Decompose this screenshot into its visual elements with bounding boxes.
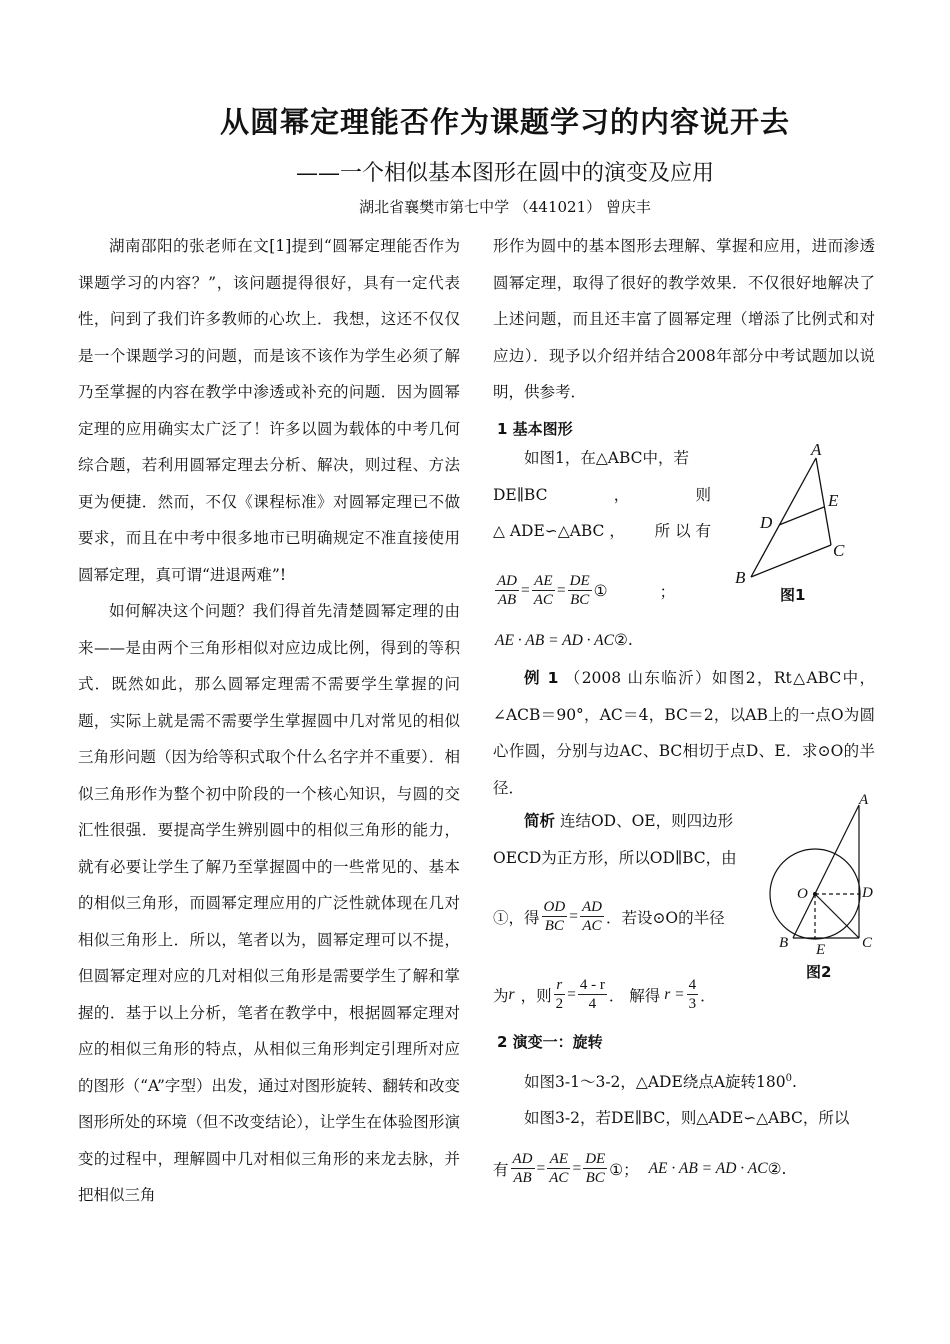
frac-den: AB — [513, 1170, 532, 1186]
fig1-line-bc — [751, 545, 831, 577]
fig2-caption: 图2 — [806, 963, 832, 981]
frac-den: BC — [585, 1170, 605, 1186]
fig1-text-similar: △ ADE∽△ABC ， — [493, 522, 625, 540]
example-1-label: 例 1 — [524, 669, 559, 687]
analysis-text-4d: ． — [700, 986, 716, 1005]
frac-den: AC — [582, 918, 602, 934]
analysis-line2: OECD为正方形，所以OD∥BC，由 — [493, 848, 737, 867]
rotation-line1 — [493, 1061, 875, 1101]
fig1-line-de — [779, 507, 824, 525]
frac-ad-ac — [580, 898, 604, 935]
frac-num: OD — [543, 899, 566, 915]
frac-ae-ac — [532, 572, 555, 609]
fig2-line-oc — [815, 894, 859, 938]
eq2-number: ②. — [613, 631, 633, 649]
frac-num: AE — [547, 1150, 570, 1169]
analysis-text-3a: ①，得 — [493, 908, 540, 927]
fig1-statement — [493, 440, 711, 550]
rotation-text-3d: ②. — [767, 1159, 787, 1178]
frac-num: AD — [497, 573, 517, 589]
example-1-text: （2008 山东临沂）如图2，Rt△ABC中，∠ACB＝90°，AC＝4，BC＝2，以AB上的一点O为圆心作圆，分别与边AC、BC相切于点D、E．求⊙O的半径． — [493, 669, 875, 797]
rotation-text-3c: AE · AB = AD · AC — [648, 1159, 768, 1177]
rotation-text-3b: ①； — [609, 1160, 639, 1179]
paragraph-analysis: 如何解决这个问题？我们得首先清楚圆幂定理的由来——是由两个三角形相似对应边成比例，得到的等积式．既然如此，那么圆幂定理需不需要学生掌握的问题，实际上就是需不需要学生掌握圆中几对常见的相似三角形问题（因为给等积式取个什么名字并不重要）．相似三角形作为整个初中阶段的一个核心知识，与圆的交汇性很强．要提高学生辨别圆中的相似三角形的能力，就有必要让学生了解乃至掌握圆中的一些常见的、基本的相似三角形，而圆幂定理应用的广泛性就体现在几对相似三角形上．所以，笔者以为，圆幂定理可以不提，但圆幂定理对应的几对相似三角形是需要学生了解和掌握的．基于以上分析，笔者在教学中，根据圆幂定理对应的相似三角形的特点，从相似三角形判定引理所对应的图形（“A”字型）出发，通过对图形旋转、翻转和改变图形所处的环境（但不改变结论），让学生在体验图形演变的过程中，理解圆中几对相似三角形的来龙去脉，并把相似三角 — [78, 602, 460, 1204]
fig1-label-a: A — [811, 440, 822, 459]
fig1-text-comma: ， — [613, 485, 630, 504]
frac-den: 2 — [555, 996, 564, 1012]
analysis-label: 简析 — [524, 812, 556, 830]
analysis-line4: 为 r ，则 $\frac{r}{2}$ = $\frac{4 - r}{4}$ ． 解得 r = $\frac{4}{3}$ ． — [493, 977, 716, 1012]
frac-num: DE — [569, 573, 590, 589]
figure-2 — [765, 790, 885, 960]
analysis-text-1: 连结OD、OE，则四边形 — [559, 812, 734, 830]
fig1-text-line3 — [493, 513, 711, 550]
analysis-text-3b: ．若设⊙O的半径 — [605, 908, 725, 927]
fig1-label-b: B — [735, 568, 746, 587]
rotation-line3: 有 $\frac{AD}{AB}$ = $\frac{AE}{AC}$ = $\frac{DE}{BC}$ ①； AE · AB = AD · AC ②. — [493, 1151, 787, 1186]
fig2-label-e: E — [816, 942, 826, 958]
frac-den: 4 — [588, 996, 597, 1012]
rotation-text-1-end: . — [791, 1072, 797, 1091]
fig2-line-ab — [793, 805, 859, 938]
analysis-text-4b: ，则 — [520, 986, 552, 1005]
example-1-paragraph — [493, 660, 875, 806]
frac-num: AE — [532, 572, 555, 591]
page-subtitle — [0, 156, 950, 187]
subtitle-text: ——一个相似基本图形在圆中的演变及应用 — [295, 161, 714, 186]
frac-de-bc — [568, 572, 592, 609]
frac-den: AC — [533, 592, 553, 608]
fig2-label-o: O — [797, 886, 808, 902]
author-text: 湖北省襄樊市第七中学 （441021） 曾庆丰 — [359, 198, 651, 216]
fig2-label-a: A — [859, 792, 869, 808]
frac-num: DE — [585, 1151, 606, 1167]
fig2-center-point — [813, 892, 817, 896]
analysis-text-4c: ． 解得 — [608, 986, 661, 1005]
fig1-text-line1: 如图1，在△ABC中，若 — [524, 449, 690, 467]
var-r-eq: r = — [664, 985, 685, 1003]
section-2 — [493, 1024, 875, 1137]
rotation-line2: 如图3-2，若DE∥BC，则△ADE∽△ABC，所以 — [524, 1109, 850, 1128]
fig1-label-e: E — [828, 491, 839, 510]
equation-1: $\frac{AD}{AB}$ = $\frac{AE}{AC}$ = $\frac{DE}{BC}$ ① ； — [497, 573, 676, 608]
frac-den: AB — [497, 592, 517, 608]
frac-od-bc — [542, 898, 568, 935]
var-r: r — [508, 985, 515, 1003]
frac-num: AD — [512, 1151, 533, 1167]
fig2-label-d: D — [862, 885, 873, 901]
frac-den: BC — [570, 592, 590, 608]
degree-sup: 0 — [785, 1072, 792, 1084]
frac-ad-ab-2 — [511, 1150, 535, 1187]
fig1-text-then: 则 — [695, 485, 711, 504]
frac-num: AD — [581, 899, 602, 915]
author-line — [0, 196, 950, 217]
fig2-label-b: B — [779, 935, 789, 951]
frac-num: r — [554, 976, 566, 995]
analysis-block — [493, 803, 755, 876]
frac-den: 3 — [688, 996, 697, 1012]
fig2-label-c: C — [862, 935, 873, 951]
frac-den: AC — [549, 1170, 569, 1186]
section-heading-2 — [493, 1024, 875, 1061]
eq1-semicolon: ； — [659, 582, 676, 601]
frac-ad-ab — [495, 572, 519, 609]
frac-4mr-4 — [578, 976, 607, 1013]
eq1-number: ① — [593, 581, 608, 600]
fig1-caption: 图1 — [780, 586, 806, 604]
analysis-line3: ①，得 $\frac{OD}{BC}$ = $\frac{AD}{AC}$ ．若设⊙O的半径 — [493, 899, 725, 934]
fig1-text-de-bc: DE∥BC — [493, 485, 548, 504]
figure-1 — [725, 436, 865, 591]
fig1-label-c: C — [833, 541, 845, 560]
frac-num: 4 — [688, 977, 697, 993]
page-title — [0, 100, 950, 141]
eq2-text: AE · AB = AD · AC — [495, 632, 614, 649]
paragraph-intro: 湖南邵阳的张老师在文[1]提到“圆幂定理能否作为课题学习的内容？”，该问题提得很好，具有一定代表性，问到了我们许多教师的心坎上．我想，这还不仅仅是一个课题学习的问题，而是该不该作为学生必须了解乃至掌握的内容在教学中渗透或补充的问题．因为圆幂定理的应用确实太广泛了！许多以圆为载体的中考几何综合题，若利用圆幂定理去分析、解决，则过程、方法更为便捷．然而，不仅《课程标准》对圆幂定理已不做要求，而且在中考中很多地市已明确规定不准直接使用圆幂定理，真可谓“进退两难”! — [78, 237, 460, 584]
frac-num: 4 - r — [579, 977, 605, 993]
title-text: 从圆幂定理能否作为课题学习的内容说开去 — [219, 105, 790, 139]
frac-4-3 — [687, 976, 699, 1013]
section-2-text: 2 演变一：旋转 — [497, 1033, 603, 1051]
right-column — [493, 228, 875, 447]
analysis-line1 — [493, 803, 755, 840]
example-1 — [493, 660, 875, 806]
frac-den: BC — [544, 918, 564, 934]
fig1-text-line2 — [493, 477, 711, 514]
fig1-label-d: D — [760, 513, 773, 532]
equation-2 — [495, 631, 633, 650]
analysis-text-4a: 为 — [493, 986, 509, 1005]
rotation-text-3a: 有 — [493, 1160, 509, 1179]
section-1-text: 1 基本图形 — [497, 419, 573, 438]
paragraph-continuation: 形作为圆中的基本图形去理解、掌握和应用，进而渗透圆幂定理，取得了很好的教学效果．不仅很好地解决了上述问题，而且还丰富了圆幂定理（增添了比例式和对应边）．现予以介绍并结合2008年部分中考试题加以说明，供参考． — [493, 237, 875, 401]
frac-de-bc-2 — [583, 1150, 607, 1187]
left-column — [78, 228, 460, 1214]
frac-ae-ac-2 — [547, 1150, 570, 1187]
fig1-text-so: 所 以 有 — [654, 522, 711, 540]
frac-r-2 — [554, 976, 566, 1013]
rotation-text-1: 如图3-1～3-2，△ADE绕点A旋转180 — [524, 1072, 786, 1091]
